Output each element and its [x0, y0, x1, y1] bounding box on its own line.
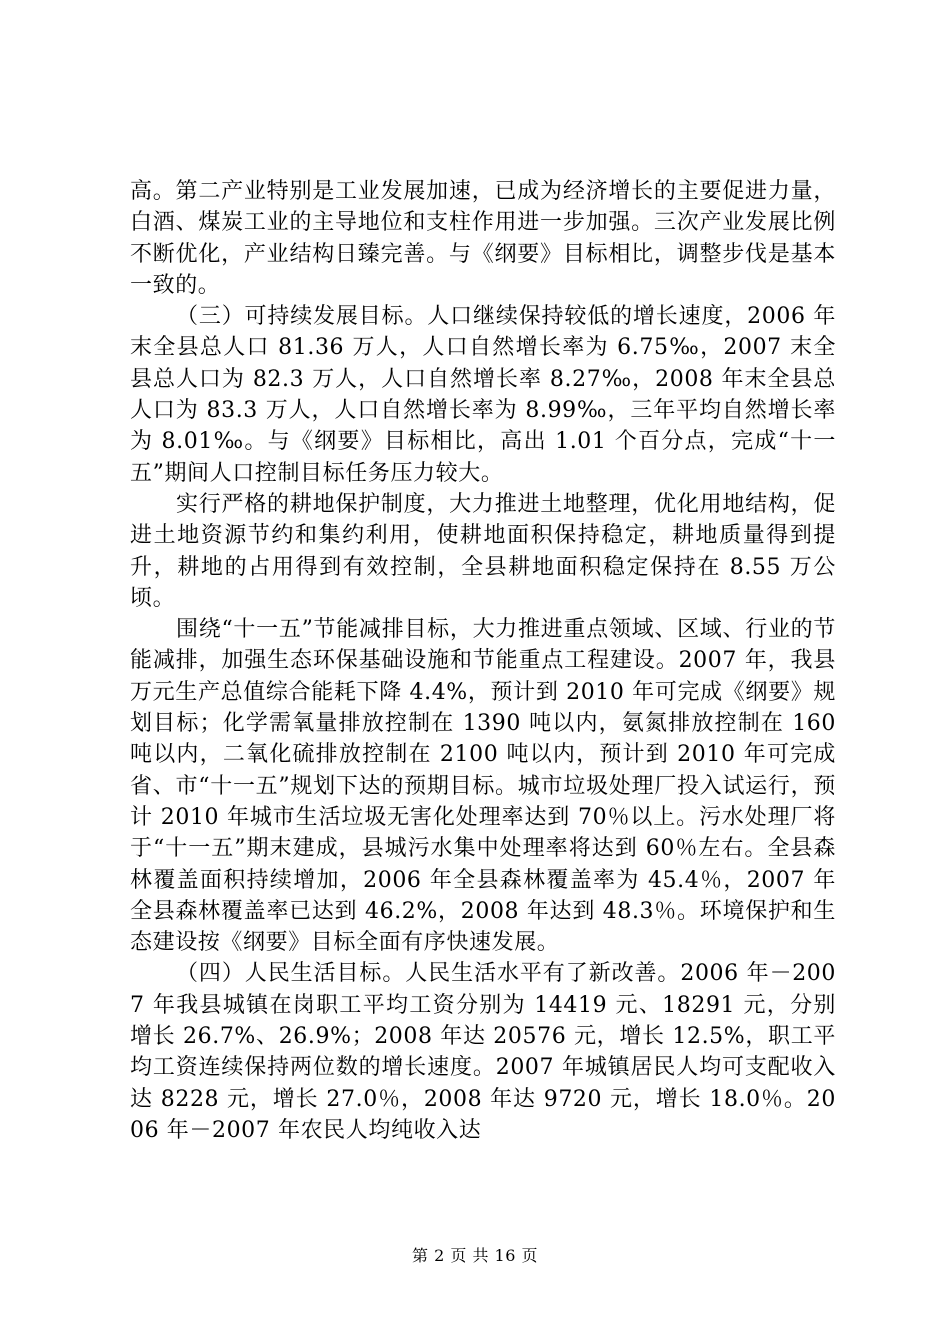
paragraph-energy-saving: 围绕“十一五”节能减排目标，大力推进重点领域、区域、行业的节能减排，加强生态环保基础设施和节能重点工程建设。2007 年，我县万元生产总值综合能耗下降 4.4%，预计到 2010 年可完成《纲要》规划目标；化学需氧量排放控制在 1390 吨以内，氨氮排放控制在 160 吨以内，二氧化硫排放控制在 2100 吨以内，预计到 2010 年可完成省、市“十一五”规划下达的预期目标。城市垃圾处理厂投入试运行，预计 2010 年城市生活垃圾无害化处理率达到 70％以上。污水处理厂将于“十一五”期末建成，县城污水集中处理率将达到 60％左右。全县森林覆盖面积持续增加，2006 年全县森林覆盖率为 45.4％，2007 年全县森林覆盖率已达到 46.2%，2008 年达到 48.3％。环境保护和生态建设按《纲要》目标全面有序快速发展。 [130, 617, 836, 956]
body-text [130, 176, 836, 1146]
paragraph-farmland-protection: 实行严格的耕地保护制度，大力推进土地整理，优化用地结构，促进土地资源节约和集约利用，使耕地面积保持稳定，耕地质量得到提升，耕地的占用得到有效控制，全县耕地面积稳定保持在 8.55 万公顷。 [130, 491, 836, 611]
paragraph-living-standards: （四）人民生活目标。人民生活水平有了新改善。2006 年－2007 年我县城镇在岗职工平均工资分别为 14419 元、18291 元，分别增长 26.7%、26.9%；2008 年达 20576 元，增长 12.5%，职工平均工资连续保持两位数的增长速度。2007 年城镇居民人均可支配收入达 8228 元，增长 27.0％，2008 年达 9720 元，增长 18.0％。2006 年－2007 年农民人均纯收入达 [130, 961, 836, 1143]
page-footer: 第 2 页 共 16 页 [412, 1246, 538, 1265]
paragraph-sustainable-development: （三）可持续发展目标。人口继续保持较低的增长速度，2006 年末全县总人口 81.36 万人，人口自然增长率为 6.75‰，2007 末全县总人口为 82.3 万人，人口自然增长率 8.27‰，2008 年末全县总人口为 83.3 万人，人口自然增长率为 8.99‰，三年平均自然增长率为 8.01‰。与《纲要》目标相比，高出 1.01 个百分点，完成“十一五”期间人口控制目标任务压力较大。 [130, 304, 836, 486]
paragraph-industry-structure: 高。第二产业特别是工业发展加速，已成为经济增长的主要促进力量，白酒、煤炭工业的主导地位和支柱作用进一步加强。三次产业发展比例不断优化，产业结构日臻完善。与《纲要》目标相比，调整步伐是基本一致的。 [130, 179, 836, 298]
